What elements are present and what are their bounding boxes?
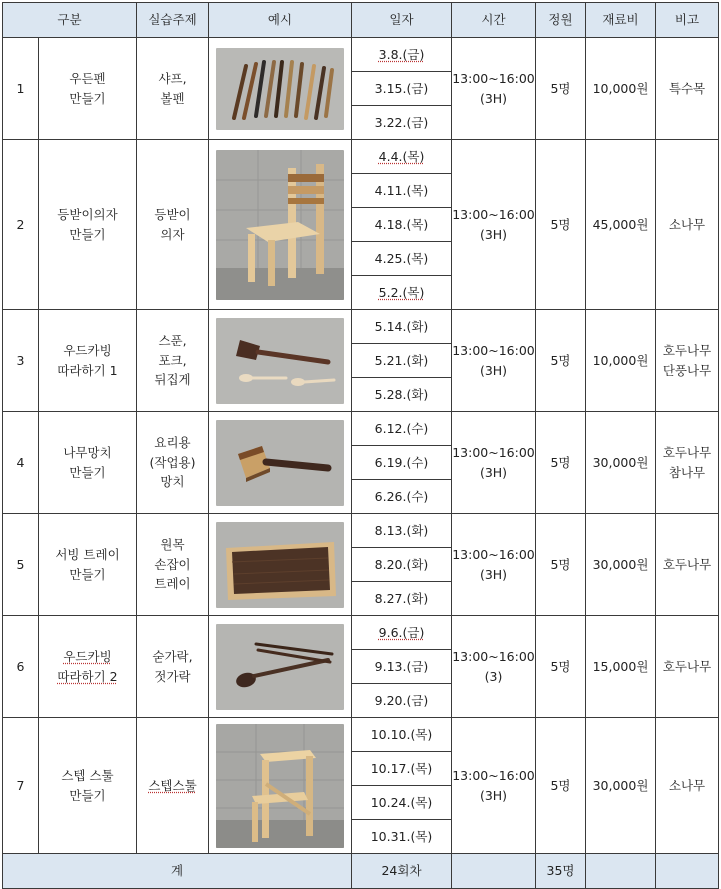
capacity-cell: 5명 xyxy=(536,38,586,140)
date-text: 4.25.(목) xyxy=(374,250,429,266)
program-title: 서빙 트레이 만들기 xyxy=(39,514,137,616)
date-text: 9.20.(금) xyxy=(374,692,429,708)
date-cell xyxy=(352,378,452,412)
date-text: 8.20.(화) xyxy=(374,556,429,572)
example-cell xyxy=(209,140,352,310)
date-text: 9.6.(금) xyxy=(378,624,425,640)
date-text: 5.2.(목) xyxy=(378,284,425,300)
date-text: 10.17.(목) xyxy=(370,760,433,776)
program-title: 나무망치 만들기 xyxy=(39,412,137,514)
header-category: 구분 xyxy=(3,3,137,38)
table-row xyxy=(3,38,719,72)
carved-utensils-image xyxy=(216,318,344,404)
example-cell xyxy=(209,412,352,514)
time-cell: 13:00~16:00 (3) xyxy=(452,616,536,718)
example-cell xyxy=(209,616,352,718)
example-cell xyxy=(209,310,352,412)
fee-cell: 10,000원 xyxy=(586,38,656,140)
program-topic: 스텝스툴 xyxy=(137,718,209,854)
row-number: 4 xyxy=(3,412,39,514)
date-cell xyxy=(352,650,452,684)
date-text: 10.10.(목) xyxy=(370,726,433,742)
date-text: 3.15.(금) xyxy=(374,80,429,96)
date-text: 6.12.(수) xyxy=(374,420,429,436)
date-text: 9.13.(금) xyxy=(374,658,429,674)
row-number: 7 xyxy=(3,718,39,854)
note-cell: 호두나무 xyxy=(656,616,719,718)
example-cell xyxy=(209,514,352,616)
capacity-cell: 5명 xyxy=(536,718,586,854)
header-dates: 일자 xyxy=(352,3,452,38)
time-cell: 13:00~16:00 (3H) xyxy=(452,38,536,140)
date-cell xyxy=(352,446,452,480)
capacity-cell: 5명 xyxy=(536,616,586,718)
date-cell xyxy=(352,344,452,378)
program-topic: 스푼, 포크, 뒤집게 xyxy=(137,310,209,412)
fee-cell: 30,000원 xyxy=(586,718,656,854)
note-cell: 호두나무 참나무 xyxy=(656,412,719,514)
example-cell xyxy=(209,718,352,854)
date-text: 4.18.(목) xyxy=(374,216,429,232)
program-topic: 숟가락, 젓가락 xyxy=(137,616,209,718)
capacity-cell: 5명 xyxy=(536,514,586,616)
total-capacity: 35명 xyxy=(536,854,586,889)
header-material-fee: 재료비 xyxy=(586,3,656,38)
program-topic: 요리용 (작업용) 망치 xyxy=(137,412,209,514)
spoon-chopsticks-image xyxy=(216,624,344,710)
capacity-cell: 5명 xyxy=(536,310,586,412)
table-row xyxy=(3,514,719,548)
date-cell xyxy=(352,174,452,208)
date-text: 5.28.(화) xyxy=(374,386,429,402)
row-number: 6 xyxy=(3,616,39,718)
time-cell: 13:00~16:00 (3H) xyxy=(452,514,536,616)
program-title: 스텝 스툴 만들기 xyxy=(39,718,137,854)
date-text: 10.24.(목) xyxy=(370,794,433,810)
time-cell: 13:00~16:00 (3H) xyxy=(452,412,536,514)
note-cell: 호두나무 단풍나무 xyxy=(656,310,719,412)
total-label: 계 xyxy=(3,854,352,889)
date-cell xyxy=(352,582,452,616)
date-cell xyxy=(352,616,452,650)
table-row xyxy=(3,310,719,344)
serving-tray-image xyxy=(216,522,344,608)
date-cell xyxy=(352,412,452,446)
total-fee-empty xyxy=(586,854,656,889)
header-time: 시간 xyxy=(452,3,536,38)
date-cell xyxy=(352,514,452,548)
date-cell xyxy=(352,786,452,820)
table-row xyxy=(3,412,719,446)
date-cell xyxy=(352,106,452,140)
note-cell: 호두나무 xyxy=(656,514,719,616)
date-text: 6.19.(수) xyxy=(374,454,429,470)
schedule-table xyxy=(2,2,719,889)
program-topic: 등받이 의자 xyxy=(137,140,209,310)
date-cell xyxy=(352,718,452,752)
fee-cell: 15,000원 xyxy=(586,616,656,718)
date-cell xyxy=(352,208,452,242)
row-number: 2 xyxy=(3,140,39,310)
time-cell: 13:00~16:00 (3H) xyxy=(452,310,536,412)
date-cell xyxy=(352,276,452,310)
total-row xyxy=(3,854,719,889)
date-cell xyxy=(352,140,452,174)
date-text: 6.26.(수) xyxy=(374,488,429,504)
fee-cell: 30,000원 xyxy=(586,412,656,514)
program-topic: 샤프, 볼펜 xyxy=(137,38,209,140)
table-row xyxy=(3,140,719,174)
date-cell xyxy=(352,72,452,106)
program-title: 등받이의자 만들기 xyxy=(39,140,137,310)
total-note-empty xyxy=(656,854,719,889)
date-text: 5.14.(화) xyxy=(374,318,429,334)
program-title: 우드카빙 따라하기 2 xyxy=(39,616,137,718)
capacity-cell: 5명 xyxy=(536,140,586,310)
fee-cell: 10,000원 xyxy=(586,310,656,412)
note-cell: 소나무 xyxy=(656,718,719,854)
date-text: 5.21.(화) xyxy=(374,352,429,368)
row-number: 5 xyxy=(3,514,39,616)
header-topic: 실습주제 xyxy=(137,3,209,38)
total-sessions: 24회차 xyxy=(352,854,452,889)
date-cell xyxy=(352,548,452,582)
date-cell xyxy=(352,820,452,854)
step-stool-image xyxy=(216,724,344,848)
date-cell xyxy=(352,684,452,718)
date-cell xyxy=(352,752,452,786)
table-row xyxy=(3,616,719,650)
time-cell: 13:00~16:00 (3H) xyxy=(452,140,536,310)
example-cell xyxy=(209,38,352,140)
note-cell: 특수목 xyxy=(656,38,719,140)
header-row xyxy=(3,3,719,38)
note-cell: 소나무 xyxy=(656,140,719,310)
header-example: 예시 xyxy=(209,3,352,38)
date-cell xyxy=(352,242,452,276)
date-text: 8.13.(화) xyxy=(374,522,429,538)
wooden-mallet-image xyxy=(216,420,344,506)
date-text: 4.4.(목) xyxy=(378,148,425,164)
time-cell: 13:00~16:00 (3H) xyxy=(452,718,536,854)
program-title: 우드카빙 따라하기 1 xyxy=(39,310,137,412)
date-cell xyxy=(352,38,452,72)
program-topic: 원목 손잡이 트레이 xyxy=(137,514,209,616)
fee-cell: 30,000원 xyxy=(586,514,656,616)
date-cell xyxy=(352,310,452,344)
date-text: 3.22.(금) xyxy=(374,114,429,130)
date-text: 3.8.(금) xyxy=(378,46,425,62)
wooden-chair-image xyxy=(216,150,344,300)
program-title: 우든펜 만들기 xyxy=(39,38,137,140)
date-text: 4.11.(목) xyxy=(374,182,429,198)
date-cell xyxy=(352,480,452,514)
capacity-cell: 5명 xyxy=(536,412,586,514)
date-text: 10.31.(목) xyxy=(370,828,433,844)
total-time-empty xyxy=(452,854,536,889)
row-number: 3 xyxy=(3,310,39,412)
date-text: 8.27.(화) xyxy=(374,590,429,606)
fee-cell: 45,000원 xyxy=(586,140,656,310)
wooden-pens-image xyxy=(216,48,344,130)
table-row xyxy=(3,718,719,752)
header-capacity: 정원 xyxy=(536,3,586,38)
row-number: 1 xyxy=(3,38,39,140)
header-note: 비고 xyxy=(656,3,719,38)
